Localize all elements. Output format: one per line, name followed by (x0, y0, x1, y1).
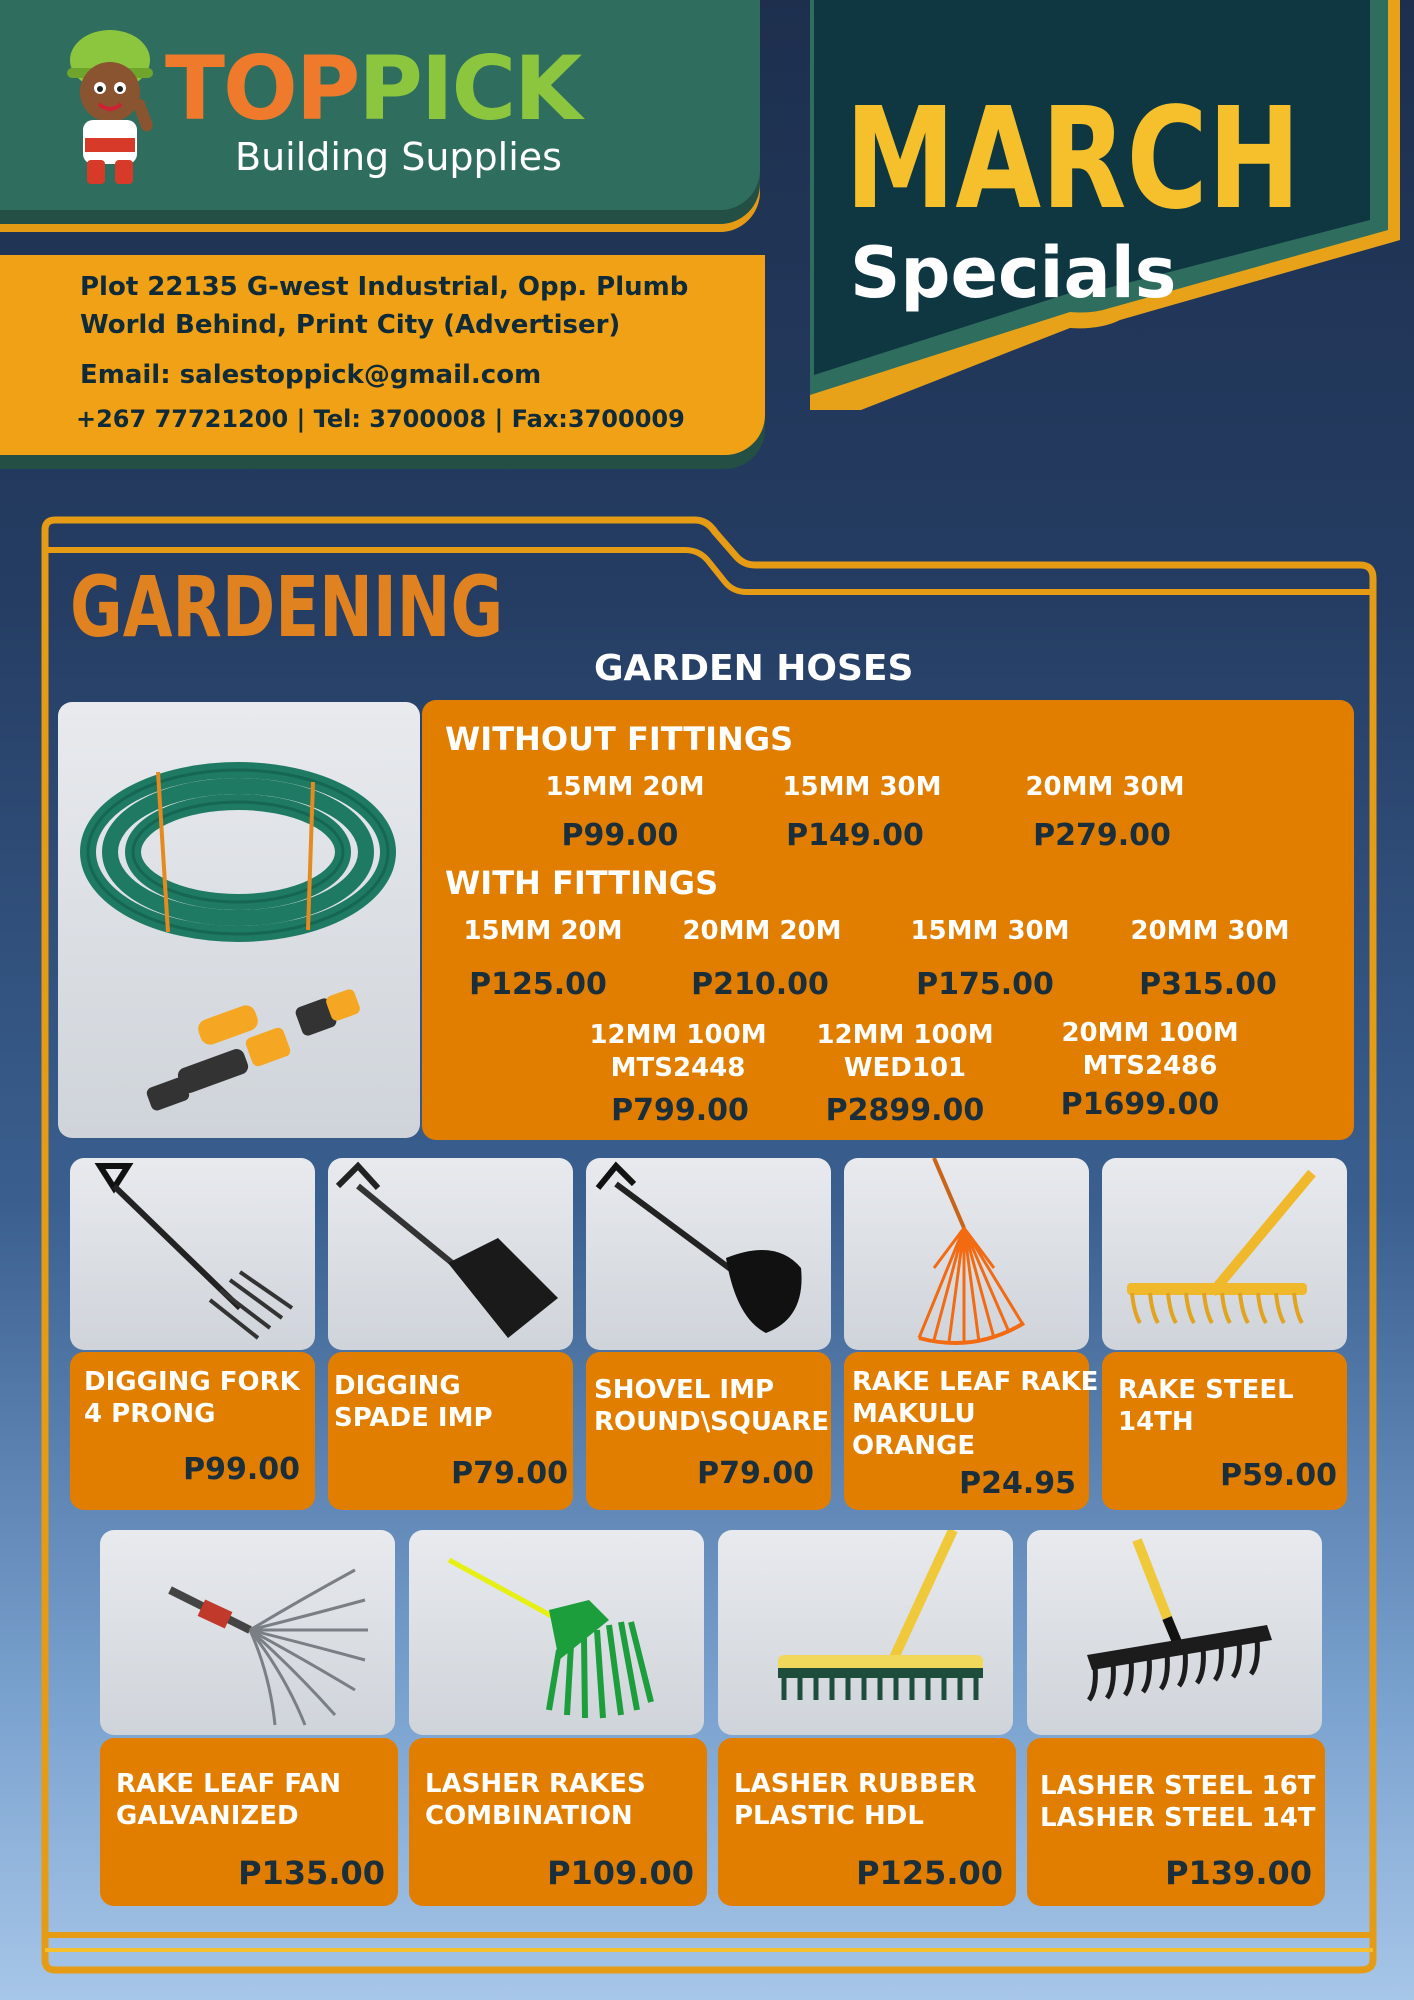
product-price: P59.00 (1220, 1458, 1337, 1493)
hose-size: 15MM 20M (545, 772, 705, 802)
product-price: P135.00 (238, 1854, 385, 1892)
gardening-title: GARDENING (70, 558, 504, 656)
combo-rake-icon (409, 1530, 704, 1735)
product-name-line: GALVANIZED (116, 1801, 299, 1831)
hose-price: P799.00 (611, 1093, 749, 1128)
rubber-rake-icon (718, 1530, 1013, 1735)
product-name-line: RAKE LEAF RAKE (852, 1367, 1099, 1397)
product-name-line: DIGGING FORK (84, 1367, 300, 1397)
hose-price: P210.00 (691, 967, 829, 1002)
hose-size: 20MM 20M (682, 916, 842, 946)
hose-price: P315.00 (1139, 967, 1277, 1002)
hose-size: 20MM 30M (1130, 916, 1290, 946)
product-name-line: SHOVEL IMP (594, 1375, 774, 1405)
product-photo (100, 1530, 395, 1735)
hose-code: WED101 (843, 1053, 967, 1083)
hose-code: MTS2448 (610, 1053, 746, 1083)
hose-photo (58, 702, 420, 1138)
hose-code: MTS2486 (1082, 1051, 1218, 1081)
product-name-line: COMBINATION (425, 1801, 633, 1831)
product-name-line: 14TH (1118, 1407, 1194, 1437)
product-photo (586, 1158, 831, 1350)
product-photo (409, 1530, 704, 1735)
product-name-line: LASHER STEEL 14T (1040, 1803, 1316, 1833)
hose-price: P125.00 (469, 967, 607, 1002)
hose-price: P279.00 (1033, 818, 1171, 853)
product-name-line: PLASTIC HDL (734, 1801, 924, 1831)
address-line-2: World Behind, Print City (Advertiser) (80, 310, 621, 340)
brand-name (165, 37, 581, 140)
leaf-rake-icon (844, 1158, 1089, 1350)
spade-icon (328, 1158, 573, 1350)
brand-pick-text: PICK (358, 37, 581, 140)
product-name-line: 4 PRONG (84, 1399, 216, 1429)
hose-size: 20MM 30M (1025, 772, 1185, 802)
product-price: P139.00 (1165, 1854, 1312, 1892)
specials-title: Specials (850, 232, 1177, 314)
product-price: P79.00 (697, 1456, 814, 1491)
shovel-icon (586, 1158, 831, 1350)
product-price: P99.00 (183, 1452, 300, 1487)
brand-top-text: TOP (165, 37, 359, 140)
product-name-line: ORANGE (852, 1431, 976, 1461)
hose-price: P149.00 (786, 818, 924, 853)
hose-size: 12MM 100M (816, 1020, 994, 1050)
hose-size: 15MM 30M (782, 772, 942, 802)
digging-fork-icon (70, 1158, 315, 1350)
product-photo (1027, 1530, 1322, 1735)
product-name-line: LASHER RUBBER (734, 1769, 977, 1799)
garden-hoses-title: GARDEN HOSES (594, 648, 914, 689)
product-photo (328, 1158, 573, 1350)
hose-size: 20MM 100M (1061, 1018, 1239, 1048)
without-fittings-label: WITHOUT FITTINGS (445, 720, 794, 758)
hose-size: 12MM 100M (589, 1020, 767, 1050)
product-name-line: ROUND\SQUARE (594, 1407, 830, 1437)
phone-text: +267 77721200 | Tel: 3700008 | Fax:3700009 (76, 405, 685, 433)
product-name-line: DIGGING (334, 1371, 461, 1401)
fan-rake-icon (100, 1530, 395, 1735)
product-photo (844, 1158, 1089, 1350)
product-price: P109.00 (547, 1854, 694, 1892)
product-price: P24.95 (959, 1466, 1076, 1501)
lasher-rake-icon (1027, 1530, 1322, 1735)
product-name-line: MAKULU (852, 1399, 976, 1429)
hose-price: P99.00 (561, 818, 679, 853)
hose-size: 15MM 30M (910, 916, 1070, 946)
brand-subtitle: Building Supplies (235, 135, 562, 179)
product-name-line: LASHER RAKES (425, 1769, 646, 1799)
product-name-line: SPADE IMP (334, 1403, 493, 1433)
hose-size: 15MM 20M (463, 916, 623, 946)
march-title: MARCH (845, 78, 1301, 241)
product-price: P125.00 (856, 1854, 1003, 1892)
with-fittings-label: WITH FITTINGS (445, 864, 719, 902)
hose-price: P175.00 (916, 967, 1054, 1002)
product-photo (718, 1530, 1013, 1735)
product-name-line: RAKE LEAF FAN (116, 1769, 342, 1799)
hose-price: P1699.00 (1060, 1087, 1220, 1122)
steel-rake-icon (1102, 1158, 1347, 1350)
product-photo (70, 1158, 315, 1350)
product-photo (1102, 1158, 1347, 1350)
address-line-1: Plot 22135 G-west Industrial, Opp. Plumb (80, 272, 689, 302)
product-name-line: LASHER STEEL 16T (1040, 1771, 1316, 1801)
mascot-logo-icon (55, 20, 165, 190)
product-price: P79.00 (451, 1456, 568, 1491)
garden-hose-icon (58, 702, 420, 1138)
email-text: Email: salestoppick@gmail.com (80, 360, 542, 390)
product-name-line: RAKE STEEL (1118, 1375, 1294, 1405)
hose-price: P2899.00 (825, 1093, 985, 1128)
